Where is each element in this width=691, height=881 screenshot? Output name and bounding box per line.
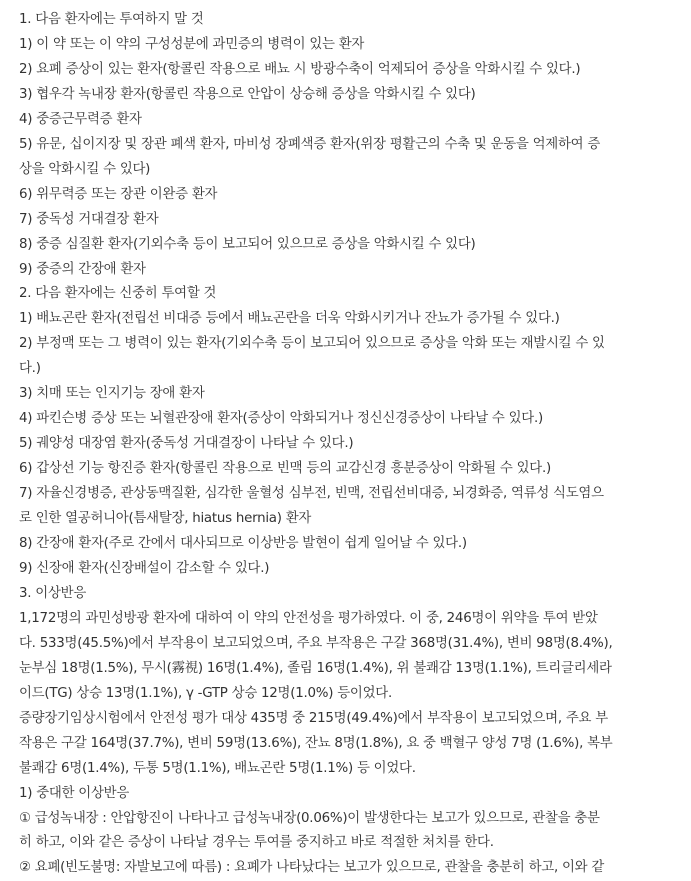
text-line: 9) 신장애 환자(신장배설이 감소할 수 있다.) — [19, 560, 270, 576]
text-line: 히 하고, 이와 같은 증상이 나타날 경우는 투여를 중지하고 바로 적절한 처치를 한다. — [19, 835, 494, 851]
text-line: 6) 갑상선 기능 항진증 환자(항콜린 작용으로 빈맥 등의 교감신경 흥분증상이 악화될 수 있다.) — [19, 461, 551, 477]
text-line: 증량장기임상시험에서 안전성 평가 대상 435명 중 215명(49.4%)에서 부작용이 보고되었으며, 주요 부 — [19, 710, 608, 726]
text-line: ② 요폐(빈도불명: 자발보고에 따름) : 요폐가 나타났다는 보고가 있으므로, 관찰을 충분히 하고, 이와 같 — [19, 860, 605, 876]
text-line: 2) 부정맥 또는 그 병력이 있는 환자(기외수축 등이 보고되어 있으므로 증상을 악화 또는 재발시킬 수 있 — [19, 336, 605, 352]
text-line: 다.) — [19, 361, 41, 377]
text-line: ① 급성녹내장 : 안압항진이 나타나고 급성녹내장(0.06%)이 발생한다는 보고가 있으므로, 관찰을 충분 — [19, 810, 600, 826]
text-line: 5) 궤양성 대장염 환자(중독성 거대결장이 나타날 수 있다.) — [19, 436, 354, 452]
text-line: 8) 중증 심질환 환자(기외수축 등이 보고되어 있으므로 증상을 악화시킬 수 있다) — [19, 236, 476, 252]
text-line: 2) 요폐 증상이 있는 환자(항콜린 작용으로 배뇨 시 방광수축이 억제되어 증상을 악화시킬 수 있다.) — [19, 61, 581, 77]
text-line: 상을 악화시킬 수 있다) — [19, 161, 151, 177]
text-line: 5) 유문, 십이지장 및 장관 폐색 환자, 마비성 장폐색증 환자(위장 평활근의 수축 및 운동을 억제하여 증 — [19, 136, 601, 152]
text-line: 4) 중증근무력증 환자 — [19, 111, 142, 127]
text-line: 불쾌감 6명(1.4%), 두통 5명(1.1%), 배뇨곤란 5명(1.1%) 등 이었다. — [19, 760, 416, 776]
text-line: 1,172명의 과민성방광 환자에 대하여 이 약의 안전성을 평가하였다. 이 중, 246명이 위약을 투여 받았 — [19, 610, 598, 626]
text-line: 다. 533명(45.5%)에서 부작용이 보고되었으며, 주요 부작용은 구갈 368명(31.4%), 변비 98명(8.4%), — [19, 635, 613, 651]
text-line: 이드(TG) 상승 13명(1.1%), γ -GTP 상승 12명(1.0%) 등이었다. — [19, 685, 392, 701]
drug-information-text — [19, 8, 683, 881]
text-line: 눈부심 18명(1.5%), 무시(霧視) 16명(1.4%), 졸림 16명(1.4%), 위 불쾌감 13명(1.1%), 트리글리세라 — [19, 660, 612, 676]
section-heading-precautions: 2. 다음 환자에는 신중히 투여할 것 — [19, 286, 217, 302]
text-line: 6) 위무력증 또는 장관 이완증 환자 — [19, 186, 218, 202]
text-line: 로 인한 열공허니아(틈새탈장, hiatus hernia) 환자 — [19, 511, 312, 527]
text-line: 7) 중독성 거대결장 환자 — [19, 211, 159, 227]
section-heading-contraindications: 1. 다음 환자에는 투여하지 말 것 — [19, 12, 204, 27]
text-line: 작용은 구갈 164명(37.7%), 변비 59명(13.6%), 잔뇨 8명(1.8%), 요 중 백혈구 양성 7명 (1.6%), 복부 — [19, 735, 613, 751]
text-line: 9) 중증의 간장애 환자 — [19, 261, 146, 277]
text-line: 7) 자율신경병증, 관상동맥질환, 심각한 울혈성 심부전, 빈맥, 전립선비대증, 뇌경화증, 역류성 식도염으 — [19, 486, 604, 502]
text-line: 1) 배뇨곤란 환자(전립선 비대증 등에서 배뇨곤란을 더욱 악화시키거나 잔뇨가 증가될 수 있다.) — [19, 311, 560, 327]
text-line: 8) 간장애 환자(주로 간에서 대사되므로 이상반응 발현이 쉽게 일어날 수 있다.) — [19, 536, 467, 552]
section-heading-adverse-reactions: 3. 이상반응 — [19, 585, 87, 601]
text-line: 1) 중대한 이상반응 — [19, 785, 130, 801]
text-line: 3) 치매 또는 인지기능 장애 환자 — [19, 386, 205, 402]
text-line: 1) 이 약 또는 이 약의 구성성분에 과민증의 병력이 있는 환자 — [19, 36, 365, 52]
text-line: 4) 파킨슨병 증상 또는 뇌혈관장애 환자(증상이 악화되거나 정신신경증상이 나타날 수 있다.) — [19, 411, 543, 427]
text-line: 3) 협우각 녹내장 환자(항콜린 작용으로 안압이 상승해 증상을 악화시킬 수 있다) — [19, 86, 476, 102]
